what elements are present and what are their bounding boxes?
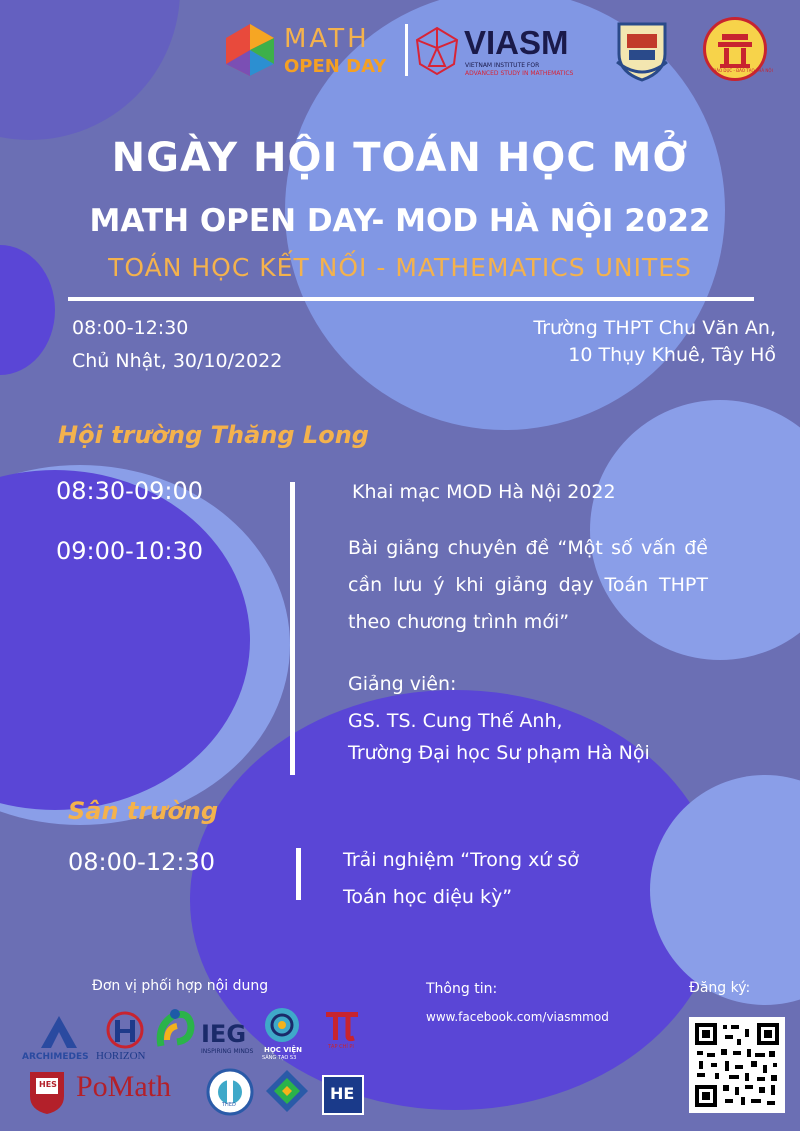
title-english: MATH OPEN DAY- MOD HÀ NỘI 2022 xyxy=(89,203,711,239)
mod-logo xyxy=(222,22,402,82)
event-time: 08:00-12:30 xyxy=(72,317,189,339)
yard-description-line2: Toán học diệu kỳ” xyxy=(343,886,513,908)
archimedes-text: ARCHIMEDES xyxy=(22,1052,89,1062)
registration-qr-code[interactable] xyxy=(689,1017,785,1113)
thed-emblem-icon xyxy=(204,1068,256,1116)
archimedes-logo xyxy=(22,1014,96,1066)
event-venue-line2: 10 Thụy Khuê, Tây Hồ xyxy=(568,344,776,366)
viasm-polyhedron-icon xyxy=(414,26,460,76)
hall-item-1-time: 08:30-09:00 xyxy=(56,477,203,505)
hes-logo xyxy=(26,1068,68,1116)
hocvien-text: HỌC VIỆN xyxy=(264,1046,303,1054)
lecturer-affiliation: Trường Đại học Sư phạm Hà Nội xyxy=(348,742,650,764)
event-date: Chủ Nhật, 30/10/2022 xyxy=(72,350,283,372)
diamond-shapes-icon xyxy=(264,1068,310,1114)
horizon-logo xyxy=(96,1010,154,1066)
green-spiral-icon xyxy=(153,1006,195,1058)
lecturer-name: GS. TS. Cung Thế Anh, xyxy=(348,710,563,732)
lecturer-label: Giảng viên: xyxy=(348,673,457,695)
thed-logo xyxy=(204,1068,256,1116)
hall-section-title: Hội trường Thăng Long xyxy=(58,421,369,449)
event-venue-line1: Trường THPT Chu Văn An, xyxy=(533,317,776,339)
hall-timeline-bar xyxy=(290,482,295,775)
register-label: Đăng ký: xyxy=(689,980,751,996)
yard-timeline-bar xyxy=(296,848,301,900)
hocvien-circle-icon xyxy=(263,1006,301,1044)
ieg-logo xyxy=(199,1020,261,1060)
ieg-sub-text: INSPIRING MINDS xyxy=(201,1048,254,1055)
hanoi-education-logo xyxy=(703,17,773,81)
theme-subtitle: TOÁN HỌC KẾT NỐI - MATHEMATICS UNITES xyxy=(108,253,692,282)
pi-symbol-icon xyxy=(322,1008,362,1042)
hall-item-1-description: Khai mạc MOD Hà Nội 2022 xyxy=(352,481,616,503)
diamond-partner-logo xyxy=(264,1068,310,1114)
pomath-logo xyxy=(76,1070,200,1110)
hocvien-sub-text: SÁNG TẠO S3 xyxy=(262,1055,297,1061)
hall-item-2-description: Bài giảng chuyên đề “Một số vấn đề cần lưu ý khi giảng dạy Toán THPT theo chương trình mới” xyxy=(348,537,708,633)
hes-shield-icon xyxy=(26,1068,68,1116)
yard-description-line1: Trải nghiệm “Trong xứ sở xyxy=(343,849,579,871)
horizon-h-icon xyxy=(103,1010,147,1050)
mod-logo-line1: MATH xyxy=(284,24,370,54)
hocvien-logo xyxy=(258,1006,306,1066)
yard-time: 08:00-12:30 xyxy=(68,848,215,876)
ieg-text: IEG xyxy=(201,1020,247,1048)
he-text: HE xyxy=(330,1084,355,1103)
partners-label: Đơn vị phối hợp nội dung xyxy=(92,978,269,994)
qr-code-icon xyxy=(689,1017,785,1113)
tapchipi-logo xyxy=(322,1008,364,1054)
archimedes-a-icon xyxy=(39,1014,79,1050)
hanoi-seal-text: GIÁO DỤC - ĐÀO TẠO · HÀ NỘI xyxy=(712,68,773,73)
school-crest-icon xyxy=(613,20,671,82)
tapchipi-text: TẠP CHÍ PI xyxy=(328,1044,354,1050)
info-url-link[interactable]: www.facebook.com/viasmmod xyxy=(426,1010,609,1024)
he-logo xyxy=(322,1075,364,1115)
horizon-text: HORIZON xyxy=(96,1050,146,1062)
mod-hexagon-icon xyxy=(222,22,278,78)
hall-item-2-time: 09:00-10:30 xyxy=(56,537,203,565)
green-partner-logo xyxy=(153,1006,195,1058)
logo-divider xyxy=(405,24,408,76)
school-crest-logo xyxy=(613,20,671,82)
title-vietnamese: NGÀY HỘI TOÁN HỌC MỞ xyxy=(111,135,689,181)
viasm-logo xyxy=(412,22,602,82)
yard-section-title: Sân trường xyxy=(68,797,219,825)
viasm-name: VIASM xyxy=(464,24,569,61)
hes-text: HES xyxy=(39,1080,57,1089)
info-label: Thông tin: xyxy=(426,981,498,997)
title-divider xyxy=(68,297,754,301)
mod-logo-line2: OPEN DAY xyxy=(284,56,387,77)
viasm-sub2: ADVANCED STUDY IN MATHEMATICS xyxy=(465,70,574,77)
viasm-sub1: VIETNAM INSTITUTE FOR xyxy=(465,62,540,69)
thed-text: THED xyxy=(222,1102,236,1108)
pomath-text: PoMath xyxy=(76,1070,172,1103)
bg-circle-top-left-deep xyxy=(0,0,180,140)
